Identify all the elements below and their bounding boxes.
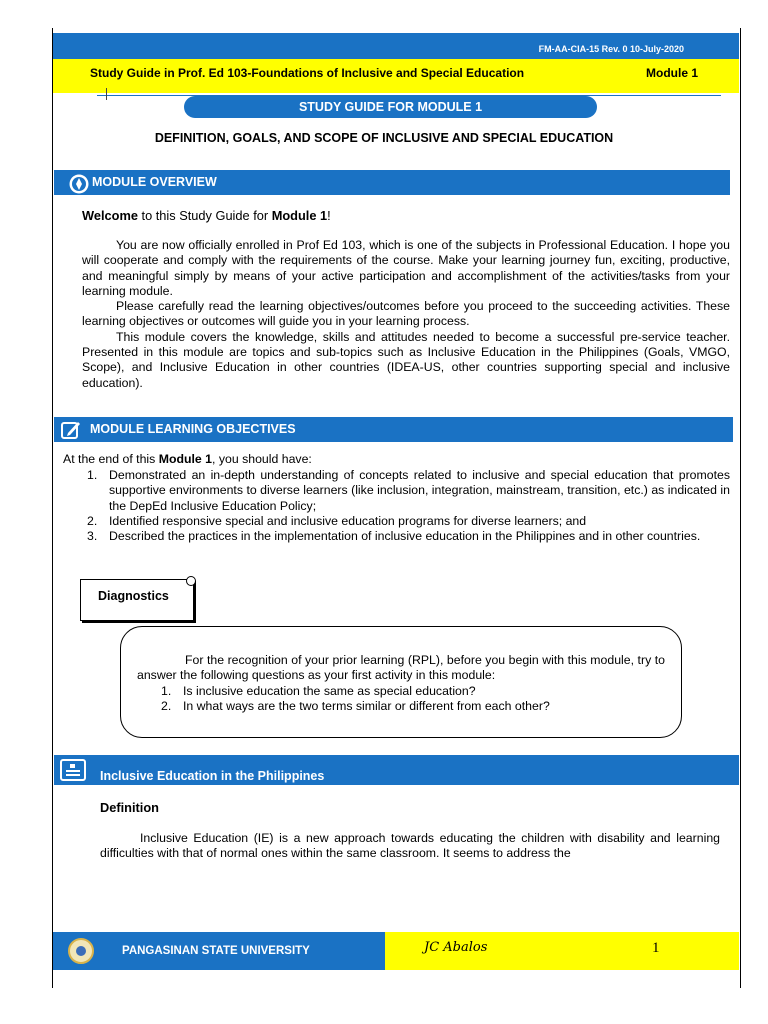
objectives-heading: MODULE LEARNING OBJECTIVES [90,422,296,436]
diagnostics-question: 1. Is inclusive education the same as special education? [161,684,476,698]
ie-section-bar [54,755,739,785]
main-heading: DEFINITION, GOALS, AND SCOPE OF INCLUSIVE AND SPECIAL EDUCATION [154,131,614,145]
overview-text [82,238,730,391]
welcome-line: Welcome to this Study Guide for Module 1! [82,208,331,223]
diagnostics-intro: For the recognition of your prior learning (RPL), before you begin with this module, try to answer the following questions as your first activity in this module: [137,653,665,683]
module-label: Module 1 [646,66,699,80]
overview-heading: MODULE OVERVIEW [92,175,217,189]
page-number: 1 [652,940,660,956]
diagnostics-label: Diagnostics [98,589,169,603]
overview-paragraph-2: Please carefully read the learning objectives/outcomes before you proceed to the succeeding activities. These learning objectives or outcomes will guide you in your learning process. [82,299,730,329]
form-code: FM-AA-CIA-15 Rev. 0 10-July-2020 [538,44,684,54]
compass-icon [68,173,90,195]
objective-item: 2. Identified responsive special and inclusive education programs for diverse learners; and [87,513,587,528]
objective-item: 1. Demonstrated an in-depth understanding of concepts related to inclusive and special education that promotes supportive environments to diverse learners (like inclusion, integration, mainstream, transition, etc.) as indicated in the DepEd Inclusive Education Policy; [87,468,730,513]
diagnostics-label-box [80,579,194,621]
overview-paragraph-1: You are now officially enrolled in Prof Ed 103, which is one of the subjects in Professional Education. I hope you will cooperate and comply with the requirements of the course. Make your learning journey fun, exciting, productive, and meaningful simply by means of your active participation and accomplishment of the activities/tasks from your learning module. [82,238,730,298]
overview-paragraph-3: This module covers the knowledge, skills and attitudes needed to become a successful pre-service teacher. Presented in this module are topics and sub-topics such as Inclusive Education in the Philippines (Goals, VMGO, Scope), and Inclusive Education in other countries (IDEA-US, other countries supporting special and inclusive education). [82,329,730,390]
study-guide-title: Study Guide in Prof. Ed 103-Foundations of Inclusive and Special Education [90,66,525,80]
diagnostics-question: 2. In what ways are the two terms similar or different from each other? [161,699,550,714]
text-cursor-mark [106,88,107,100]
edit-icon [60,419,82,441]
university-seal-icon [68,938,94,964]
author-signature: JC Abalos [424,940,488,955]
module-pill-title: STUDY GUIDE FOR MODULE 1 [184,96,597,118]
objectives-section-bar [54,417,733,442]
diagnostics-question-box [120,626,682,738]
university-name: PANGASINAN STATE UNIVERSITY [122,945,310,957]
overview-section-bar [54,170,730,195]
objectives-intro: At the end of this Module 1, you should have: [63,452,312,466]
objectives-list [87,468,730,544]
document-icon [60,759,86,781]
definition-paragraph: Inclusive Education (IE) is a new approach towards educating the children with disability and learning difficulties with that of normal ones within the same classroom. It seems to address the [100,831,720,861]
scroll-curl-decoration [186,576,196,586]
definition-subheading: Definition [100,800,159,815]
ie-heading: Inclusive Education in the Philippines [100,769,325,783]
diagnostics-questions [161,684,663,715]
objective-item: 3. Described the practices in the implementation of inclusive education in the Philippines and in other countries. [87,529,701,544]
